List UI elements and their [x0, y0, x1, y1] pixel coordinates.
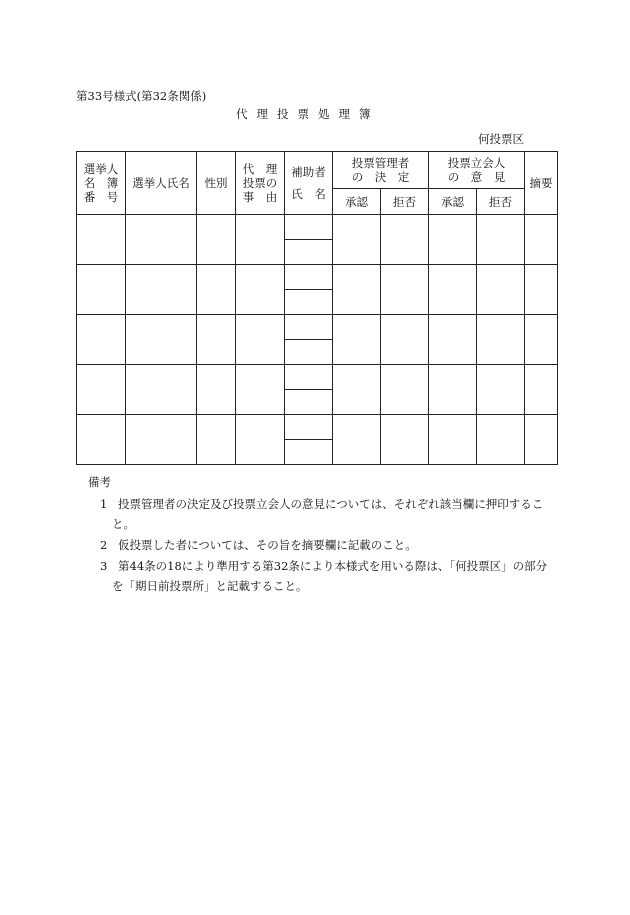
- note-number: 3: [100, 559, 108, 573]
- cell-witness-reject[interactable]: [477, 215, 525, 265]
- cell-gender[interactable]: [197, 315, 236, 365]
- header-assistant-line1: 補助者: [291, 165, 326, 179]
- cell-assistant-1[interactable]: [285, 265, 333, 290]
- cell-assistant-2[interactable]: [285, 240, 333, 265]
- cell-manager-reject[interactable]: [381, 315, 429, 365]
- cell-elector-number[interactable]: [77, 415, 126, 465]
- cell-witness-reject[interactable]: [477, 315, 525, 365]
- note-continuation: と。: [112, 517, 135, 531]
- cell-witness-approve[interactable]: [429, 365, 477, 415]
- table-row: [77, 365, 558, 390]
- cell-gender[interactable]: [197, 415, 236, 465]
- cell-witness-approve[interactable]: [429, 315, 477, 365]
- header-elector-name: 選挙人氏名: [126, 152, 197, 215]
- cell-manager-approve[interactable]: [333, 315, 381, 365]
- header-proxy-reason-line1: 代 理: [242, 162, 278, 176]
- cell-elector-name[interactable]: [126, 265, 197, 315]
- cell-elector-number[interactable]: [77, 365, 126, 415]
- table-row: [77, 265, 558, 290]
- form-number: 第33号様式(第32条関係): [76, 89, 207, 103]
- cell-elector-name[interactable]: [126, 215, 197, 265]
- header-witness-reject: 拒否: [477, 189, 525, 215]
- cell-elector-number[interactable]: [77, 315, 126, 365]
- header-gender: 性別: [197, 152, 236, 215]
- notes-heading: 備考: [88, 475, 111, 489]
- cell-manager-approve[interactable]: [333, 265, 381, 315]
- header-witness-approve: 承認: [429, 189, 477, 215]
- cell-manager-approve[interactable]: [333, 215, 381, 265]
- header-manager-approve: 承認: [333, 189, 381, 215]
- note-text: 第44条の18により準用する第32条により本様式を用いる際は、「何投票区」の部分: [118, 559, 548, 573]
- table-row: [77, 315, 558, 340]
- cell-manager-reject[interactable]: [381, 265, 429, 315]
- cell-assistant-1[interactable]: [285, 365, 333, 390]
- cell-manager-reject[interactable]: [381, 215, 429, 265]
- header-manager-decision: [333, 152, 429, 189]
- header-witness-opinion-line2: の 意 見: [447, 170, 506, 184]
- cell-witness-approve[interactable]: [429, 265, 477, 315]
- header-assistant-name: [285, 152, 333, 215]
- note-number: 2: [100, 538, 108, 552]
- cell-assistant-2[interactable]: [285, 390, 333, 415]
- table-row: [77, 415, 558, 440]
- cell-proxy-reason[interactable]: [236, 365, 285, 415]
- cell-assistant-2[interactable]: [285, 340, 333, 365]
- cell-witness-approve[interactable]: [429, 215, 477, 265]
- header-manager-reject: 拒否: [381, 189, 429, 215]
- cell-proxy-reason[interactable]: [236, 315, 285, 365]
- cell-manager-approve[interactable]: [333, 415, 381, 465]
- cell-gender[interactable]: [197, 215, 236, 265]
- header-witness-opinion-line1: 投票立会人: [447, 156, 506, 170]
- cell-gender[interactable]: [197, 365, 236, 415]
- cell-witness-approve[interactable]: [429, 415, 477, 465]
- cell-manager-reject[interactable]: [381, 415, 429, 465]
- cell-remarks[interactable]: [525, 215, 558, 265]
- cell-proxy-reason[interactable]: [236, 215, 285, 265]
- cell-gender[interactable]: [197, 265, 236, 315]
- cell-remarks[interactable]: [525, 365, 558, 415]
- cell-elector-name[interactable]: [126, 365, 197, 415]
- cell-elector-number[interactable]: [77, 265, 126, 315]
- header-proxy-reason: [236, 152, 285, 215]
- table-row: [77, 215, 558, 240]
- cell-assistant-1[interactable]: [285, 215, 333, 240]
- note-text: 仮投票した者については、その旨を摘要欄に記載のこと。: [118, 538, 417, 552]
- header-elector-number-line2: 名 簿: [83, 176, 119, 190]
- cell-witness-reject[interactable]: [477, 415, 525, 465]
- header-manager-decision-line2: の 決 定: [351, 170, 410, 184]
- header-proxy-reason-line2: 投票の: [242, 176, 278, 190]
- cell-witness-reject[interactable]: [477, 265, 525, 315]
- cell-assistant-2[interactable]: [285, 440, 333, 465]
- cell-assistant-1[interactable]: [285, 315, 333, 340]
- cell-manager-reject[interactable]: [381, 365, 429, 415]
- cell-elector-number[interactable]: [77, 215, 126, 265]
- header-elector-number: [77, 152, 126, 215]
- header-manager-decision-line1: 投票管理者: [351, 156, 410, 170]
- header-witness-opinion: [429, 152, 525, 189]
- cell-remarks[interactable]: [525, 265, 558, 315]
- header-proxy-reason-line3: 事 由: [242, 190, 278, 204]
- cell-remarks[interactable]: [525, 415, 558, 465]
- note-continuation: を「期日前投票所」と記載すること。: [112, 579, 308, 593]
- cell-proxy-reason[interactable]: [236, 265, 285, 315]
- note-text: 投票管理者の決定及び投票立会人の意見については、それぞれ該当欄に押印するこ: [118, 497, 544, 511]
- document-title: 代理投票処理簿: [236, 107, 380, 121]
- cell-remarks[interactable]: [525, 315, 558, 365]
- cell-witness-reject[interactable]: [477, 365, 525, 415]
- cell-proxy-reason[interactable]: [236, 415, 285, 465]
- cell-assistant-2[interactable]: [285, 290, 333, 315]
- header-assistant-line2: 氏 名: [291, 187, 326, 201]
- district-label: 何投票区: [478, 132, 524, 146]
- header-remarks: 摘要: [525, 152, 558, 215]
- cell-assistant-1[interactable]: [285, 415, 333, 440]
- cell-elector-name[interactable]: [126, 415, 197, 465]
- cell-manager-approve[interactable]: [333, 365, 381, 415]
- cell-elector-name[interactable]: [126, 315, 197, 365]
- header-elector-number-line3: 番 号: [83, 190, 119, 204]
- note-number: 1: [100, 497, 108, 511]
- header-elector-number-line1: 選挙人: [83, 162, 119, 176]
- proxy-voting-register-table: [76, 151, 558, 465]
